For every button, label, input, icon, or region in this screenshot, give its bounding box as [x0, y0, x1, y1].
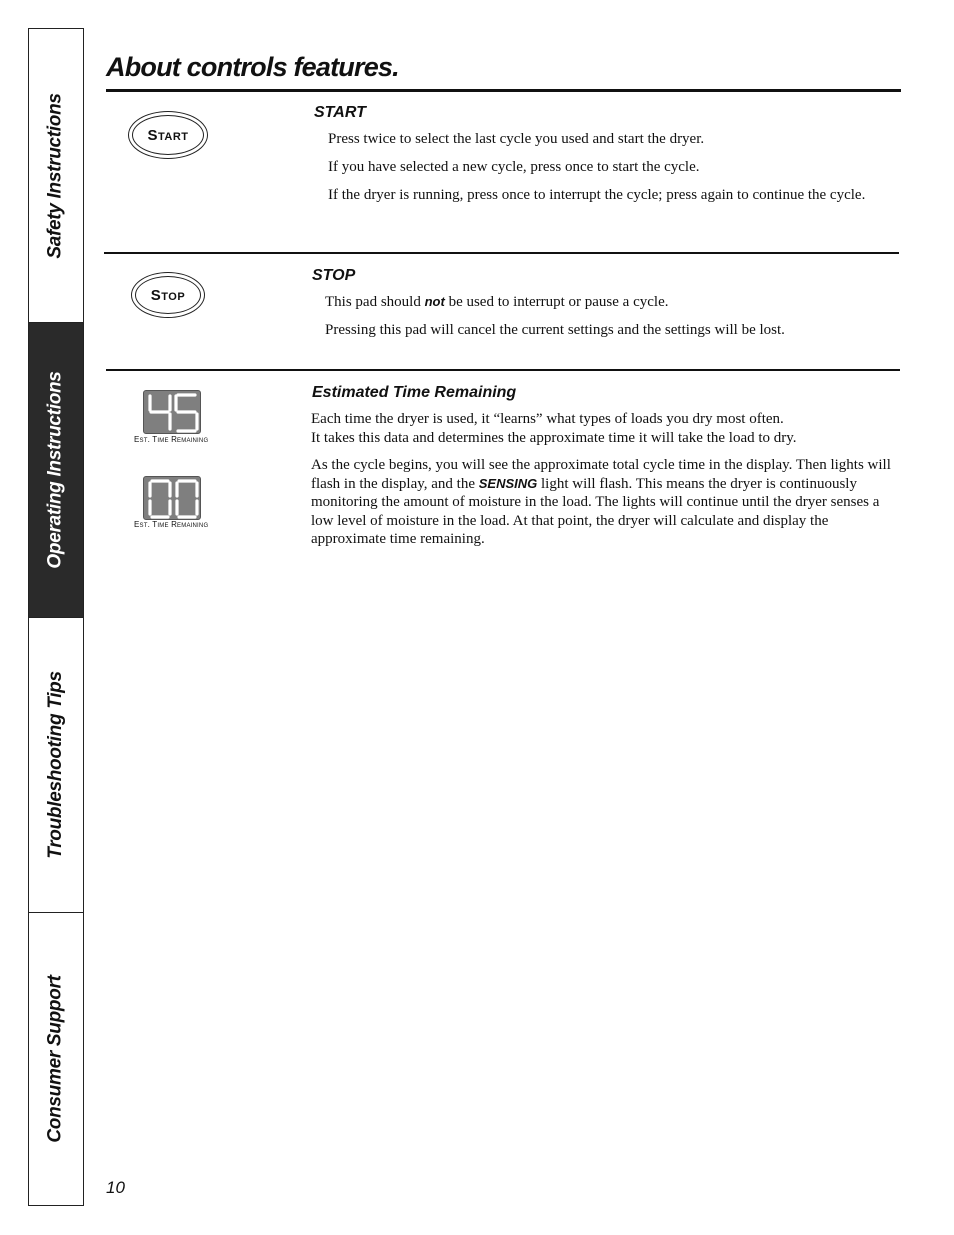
- side-tabs: [28, 28, 84, 1206]
- start-paragraph-2: If you have selected a new cycle, press once to start the cycle.: [328, 159, 700, 175]
- stop-heading: STOP: [312, 267, 356, 284]
- section-divider: [104, 252, 899, 254]
- text-line: It takes this data and determines the approximate time it will take the load to dry.: [311, 429, 797, 446]
- text-run: This pad should: [325, 294, 421, 310]
- display-label: Est. Time Remaining: [134, 520, 209, 529]
- display-label: Est. Time Remaining: [134, 435, 209, 444]
- text-run: As the cycle begins, you will see the approximate total cycle time in the display. Then lights will flash in the display, and the: [311, 457, 891, 492]
- page-title: About controls features.: [106, 52, 399, 82]
- emphasis-sensing: SENSING: [478, 475, 538, 491]
- start-pad-icon: [128, 111, 208, 159]
- start-paragraph-3: If the dryer is running, press once to interrupt the cycle; press again to continue the cycle.: [328, 187, 866, 203]
- section-divider: [106, 369, 900, 371]
- tab-troubleshooting-tips[interactable]: [29, 618, 83, 913]
- tab-operating-instructions[interactable]: [29, 323, 83, 618]
- stop-pad-label: Stop: [150, 286, 186, 304]
- time-display-icon: [143, 390, 201, 434]
- digits-blank-icon: [144, 477, 202, 521]
- tab-consumer-support[interactable]: [29, 913, 83, 1204]
- tab-safety-instructions[interactable]: [29, 29, 83, 323]
- start-pad-label: Start: [147, 126, 189, 144]
- stop-paragraph-1: [325, 293, 900, 312]
- text-run: light will flash. This means the dryer is continuously monitoring the amount of moisture in the load. The lights will continue until the dryer senses a low level of moisture in the load. At that point, the dryer will calculate and display the approximate time remaining.: [311, 475, 880, 547]
- page-number: 10: [106, 1178, 125, 1197]
- stop-paragraph-2: Pressing this pad will cancel the current settings and the settings will be lost.: [325, 322, 785, 338]
- start-paragraph-1: Press twice to select the last cycle you used and start the dryer.: [328, 131, 705, 147]
- etr-heading: Estimated Time Remaining: [312, 384, 517, 401]
- stop-pad-icon: [131, 272, 205, 318]
- text-run: be used to interrupt or pause a cycle.: [448, 294, 669, 310]
- start-heading: START: [314, 104, 366, 121]
- tab-label: Operating Instructions: [45, 371, 67, 569]
- emphasis-not: not: [424, 294, 445, 309]
- tab-label: Troubleshooting Tips: [45, 671, 66, 859]
- text-line: Each time the dryer is used, it “learns” what types of loads you dry most often.: [311, 411, 784, 427]
- title-divider: [106, 89, 901, 92]
- etr-paragraph-2: [311, 456, 901, 549]
- etr-paragraph-1: [311, 410, 901, 447]
- flashing-display-icon: [143, 476, 201, 520]
- tab-label: Safety Instructions: [45, 92, 66, 259]
- tab-label: Consumer Support: [45, 974, 67, 1143]
- digits-45-icon: [144, 391, 202, 435]
